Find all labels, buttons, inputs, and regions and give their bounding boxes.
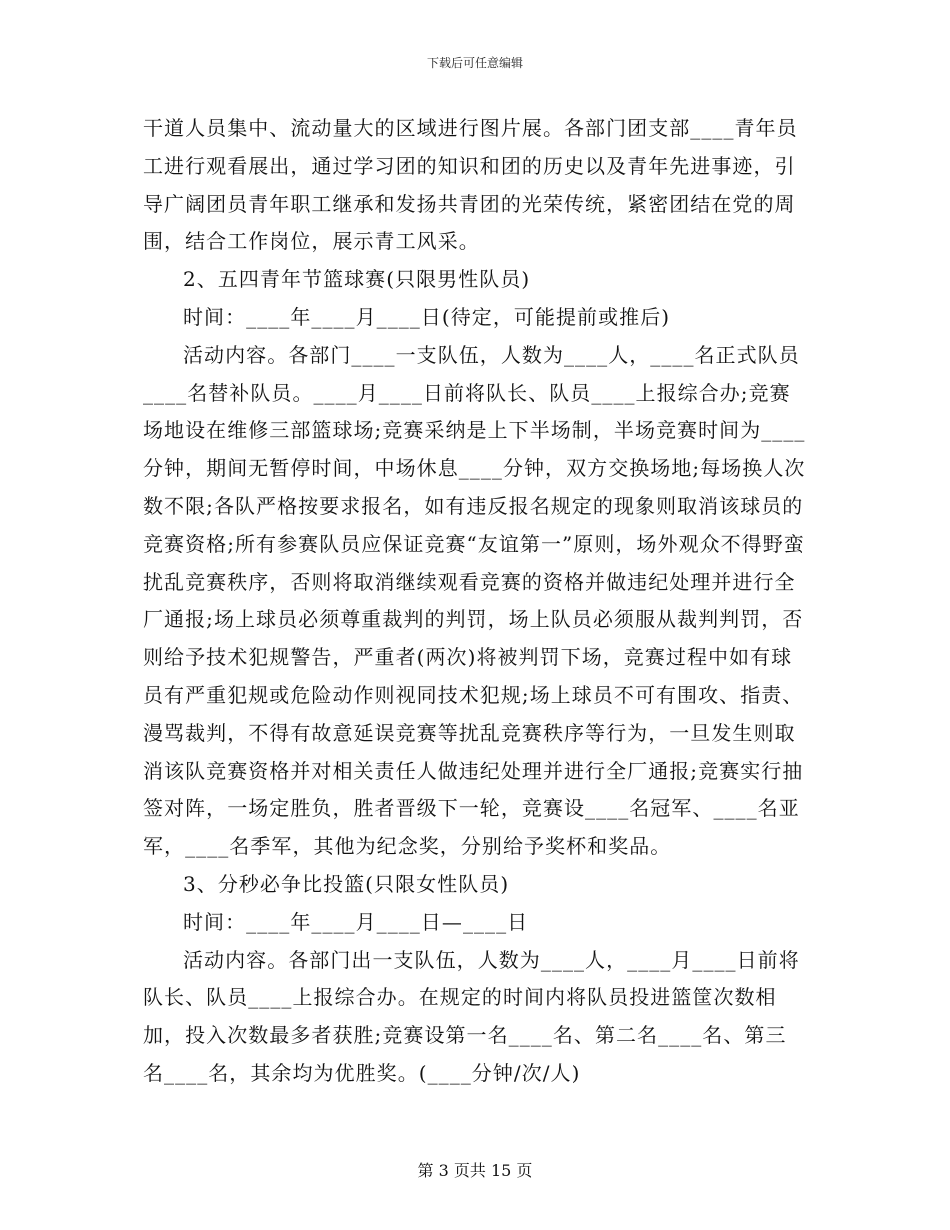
shooting-content: 活动内容。各部门出一支队伍，人数为____人，____月____日前将队长、队员____上报综合办。在规定的时间内将队员投进篮筐次数相加，投入次数最多者获胜;竞赛设第一名____名、第二名____名、第三名____名，其余均为优胜奖。(____分钟/次/人) bbox=[143, 947, 800, 1085]
shooting-time: 时间：____年____月____日—____日 bbox=[183, 909, 529, 934]
section-heading-shooting: 3、分秒必争比投篮(只限女性队员) bbox=[183, 871, 510, 896]
basketball-time: 时间：____年____月____日(待定，可能提前或推后) bbox=[183, 304, 671, 329]
paragraph-photo-exhibition: 干道人员集中、流动量大的区域进行图片展。各部门团支部____青年员工进行观看展出，通过学习团的知识和团的历史以及青年先进事迹，引导广阔团员青年职工继承和发扬共青团的光荣传统，紧密团结在党的周围，结合工作岗位，展示青工风采。 bbox=[143, 116, 798, 254]
page-header-note: 下载后可任意编辑 bbox=[426, 56, 523, 70]
basketball-content: 活动内容。各部门____一支队伍，人数为____人，____名正式队员____名替补队员。____月____日前将队长、队员____上报综合办;竞赛场地设在维修三部篮球场;竞赛采纳是上下半场制，半场竞赛时间为____分钟，期间无暂停时间，中场休息____分钟，双方交换场地;每场换人次数不限;各队严格按要求报名，如有违反报名规定的现象则取消该球员的竞赛资格;所有参赛队员应保证竞赛“友谊第一”原则，场外观众不得野蛮扰乱竞赛秩序，否则将取消继续观看竞赛的资格并做违纪处理并进行全厂通报;场上球员必须尊重裁判的判罚，场上队员必须服从裁判判罚，否则给予技术犯规警告，严重者(两次)将被判罚下场，竞赛过程中如有球员有严重犯规或危险动作则视同技术犯规;场上球员不可有围攻、指责、漫骂裁判，不得有故意延误竞赛等扰乱竞赛秩序等行为，一旦发生则取消该队竞赛资格并对相关责任人做违纪处理并进行全厂通报;竞赛实行抽签对阵，一场定胜负，胜者晋级下一轮，竞赛设____名冠军、____名亚军，____名季军，其他为纪念奖，分别给予奖杯和奖品。 bbox=[143, 342, 806, 859]
page-footer-number: 第 3 页共 15 页 bbox=[417, 1161, 533, 1180]
document-body bbox=[143, 110, 806, 1093]
section-heading-basketball: 2、五四青年节篮球赛(只限男性队员) bbox=[183, 267, 531, 292]
